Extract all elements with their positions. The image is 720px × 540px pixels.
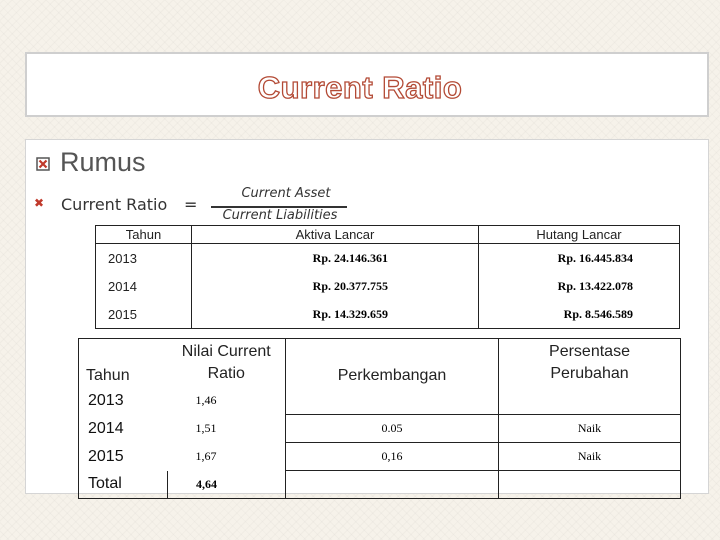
ratio-cell: 4,64 <box>168 471 286 499</box>
year-cell: 2014 <box>96 272 192 300</box>
perubahan-cell <box>499 471 681 499</box>
hutang-cell: Rp. 8.546.589 <box>479 300 680 329</box>
rumus-heading: Rumus <box>60 147 146 177</box>
header-nilai-current-ratio: Nilai Current Ratio <box>168 339 286 388</box>
table-header-row <box>96 226 680 244</box>
year-cell: 2013 <box>96 244 192 273</box>
formula-label: Current Ratio <box>61 195 168 214</box>
year-cell: 2014 <box>79 415 168 443</box>
table-row <box>96 244 680 273</box>
formula-equals: = <box>184 195 198 214</box>
header-tahun: Tahun <box>96 226 192 244</box>
ratio-cell: 1,46 <box>168 387 286 415</box>
table-row <box>79 415 681 443</box>
table-row <box>79 387 681 415</box>
year-cell: 2015 <box>79 443 168 471</box>
formula-numerator: Current Asset <box>241 186 331 201</box>
aktiva-cell: Rp. 24.146.361 <box>192 244 479 273</box>
table-row <box>79 471 681 499</box>
perubahan-cell: Naik <box>499 415 681 443</box>
year-cell: 2015 <box>96 300 192 329</box>
header-aktiva-lancar: Aktiva Lancar <box>192 226 479 244</box>
perkembangan-cell <box>286 471 499 499</box>
perkembangan-cell: 0.05 <box>286 415 499 443</box>
table-row <box>79 443 681 471</box>
formula-denominator: Current Liabilities <box>222 208 338 223</box>
year-cell: Total <box>79 471 168 499</box>
table-row <box>96 272 680 300</box>
table-header-row <box>79 339 681 388</box>
table-row <box>96 300 680 329</box>
perkembangan-cell <box>286 387 499 415</box>
perkembangan-cell: 0,16 <box>286 443 499 471</box>
ratio-cell: 1,51 <box>168 415 286 443</box>
header-hutang-lancar: Hutang Lancar <box>479 226 680 244</box>
hutang-cell: Rp. 16.445.834 <box>479 244 680 273</box>
perubahan-cell: Naik <box>499 443 681 471</box>
current-ratio-table <box>78 338 681 499</box>
slide-title: Current Ratio <box>257 70 463 105</box>
aktiva-cell: Rp. 14.329.659 <box>192 300 479 329</box>
cross-bullet-icon: ✖ <box>34 196 45 210</box>
header-persentase-perubahan: Persentase Perubahan <box>499 339 681 388</box>
hutang-cell: Rp. 13.422.078 <box>479 272 680 300</box>
ratio-cell: 1,67 <box>168 443 286 471</box>
header-tahun: Tahun <box>79 339 168 388</box>
aktiva-cell: Rp. 20.377.755 <box>192 272 479 300</box>
header-perkembangan: Perkembangan <box>286 339 499 388</box>
checkbox-bullet-icon <box>36 157 50 171</box>
year-cell: 2013 <box>79 387 168 415</box>
assets-liabilities-table <box>95 225 680 329</box>
perubahan-cell <box>499 387 681 415</box>
